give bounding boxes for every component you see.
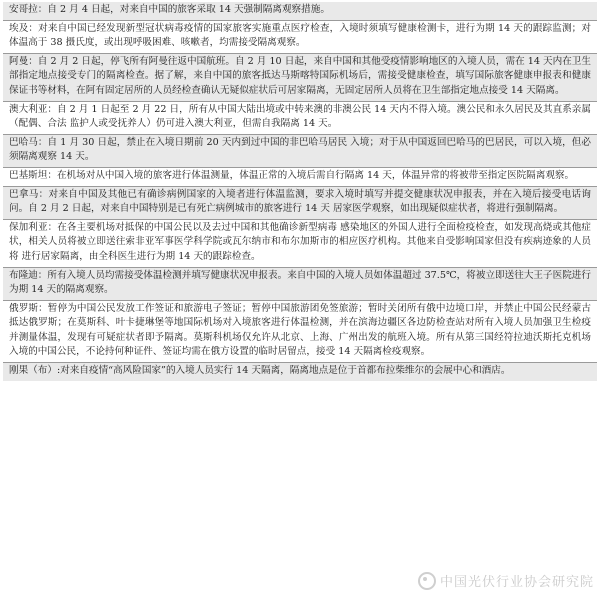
table-row: 刚果（布）:对来自疫情“高风险国家”的入境人员实行 14 天隔离，隔离地点是位于首都布拉柴维尔的会展中心和酒店。	[3, 362, 597, 381]
watermark-text: 中国光伏行业协会研究院	[439, 575, 594, 590]
table-row: 埃及：对来自中国已经发现新型冠状病毒疫情的国家旅客实施重点医疗检查，入境时须填写健康检测卡，进行为期 14 天的跟踪监测；对体温高于 38 摄氏度，或出现呼吸困难、咳嗽者，均需接受隔离观察。	[3, 20, 597, 53]
table-row: 澳大利亚：自 2 月 1 日起至 2 月 22 日，所有从中国大陆出境或中转来澳的非澳公民 14 天内不得入境。澳公民和永久居民及其直系亲属（配偶、合法 监护人或受抚养人）仍可进入澳大利亚，但需自我隔离 14 天。	[3, 101, 597, 134]
table-row: 巴基斯坦：在机场对从中国入境的旅客进行体温测量，体温正常的入境后需自行隔离 14 天，体温异常的将被带至指定医院隔离观察。	[3, 167, 597, 186]
wechat-icon	[418, 572, 436, 590]
table-row: 安哥拉：自 2 月 4 日起，对来自中国的旅客采取 14 天强制隔离观察措施。	[3, 2, 597, 20]
table-row: 阿曼：自 2 月 2 日起，停飞所有阿曼往返中国航班。自 2 月 10 日起，来自中国和其他受疫情影响地区的入境人员，需在 14 天内在卫生部指定地点接受专门的隔离检查。据了解，来自中国的旅客抵达马斯喀特国际机场后，需接受健康检查，填写国际旅客健康申报表和健康保证书等材料，在阿有固定居所的人员经检查确认无疑似症状后可居家隔离，无固定居所人员将在卫生部指定地点接受 14 天隔离。	[3, 53, 597, 101]
table-row: 俄罗斯：暂停为中国公民发放工作签证和旅游电子签证；暂停中国旅游团免签旅游；暂时关闭所有俄中边境口岸，并禁止中国公民经蒙古抵达俄罗斯；在莫斯科、叶卡捷琳堡等地国际机场对入境旅客进行体温检测，并在滨海边疆区各边防检查站对所有入境人员加强卫生检疫并测量体温，发现有可疑症状者即予隔离。莫斯科机场仅允许从北京、上海、广州出发的航班入境。所有从第三国经符拉迪沃斯托克机场入境的中国公民，不论持何种证件、签证均需在俄方设置的临时居留点，接受 14 天隔离检疫观察。	[3, 300, 597, 362]
table-row: 巴哈马：自 1 月 30 日起，禁止在入境日期前 20 天内到过中国的非巴哈马居民 入境；对于从中国返回巴哈马的巴居民，可以入境，但必须隔离观察 14 天。	[3, 134, 597, 167]
table-row: 保加利亚：在各主要机场对抵保的中国公民以及去过中国和其他确诊新型病毒 感染地区的外国人进行全面检疫检查，如发现高烧或其他症状，相关人员将被立即送往索非亚军事医学科学院或瓦尔纳市和布尔加斯市的相应医疗机构。其他来自受影响国家但没有疾病迹象的人员将 进行居家隔离，由全科医生进行为期 14 天的跟踪检查。	[3, 219, 597, 267]
table-row: 布隆迪：所有入境人员均需接受体温检测并填写健康状况申报表。来自中国的入境人员如体温超过 37.5℃，将被立即送往大王子医院进行为期 14 天的隔离观察。	[3, 267, 597, 300]
policy-table	[3, 2, 597, 381]
table-row: 巴拿马：对来自中国及其他已有确诊病例国家的入境者进行体温监测，要求入境时填写并提交健康状况申报表，并在入境后接受电话询问。自 2 月 2 日起，对来自中国特别是已有死亡病例城市的旅客进行 14 天 居家医学观察，如出现疑似症状者，将进行强制隔离。	[3, 186, 597, 219]
watermark	[418, 571, 594, 590]
